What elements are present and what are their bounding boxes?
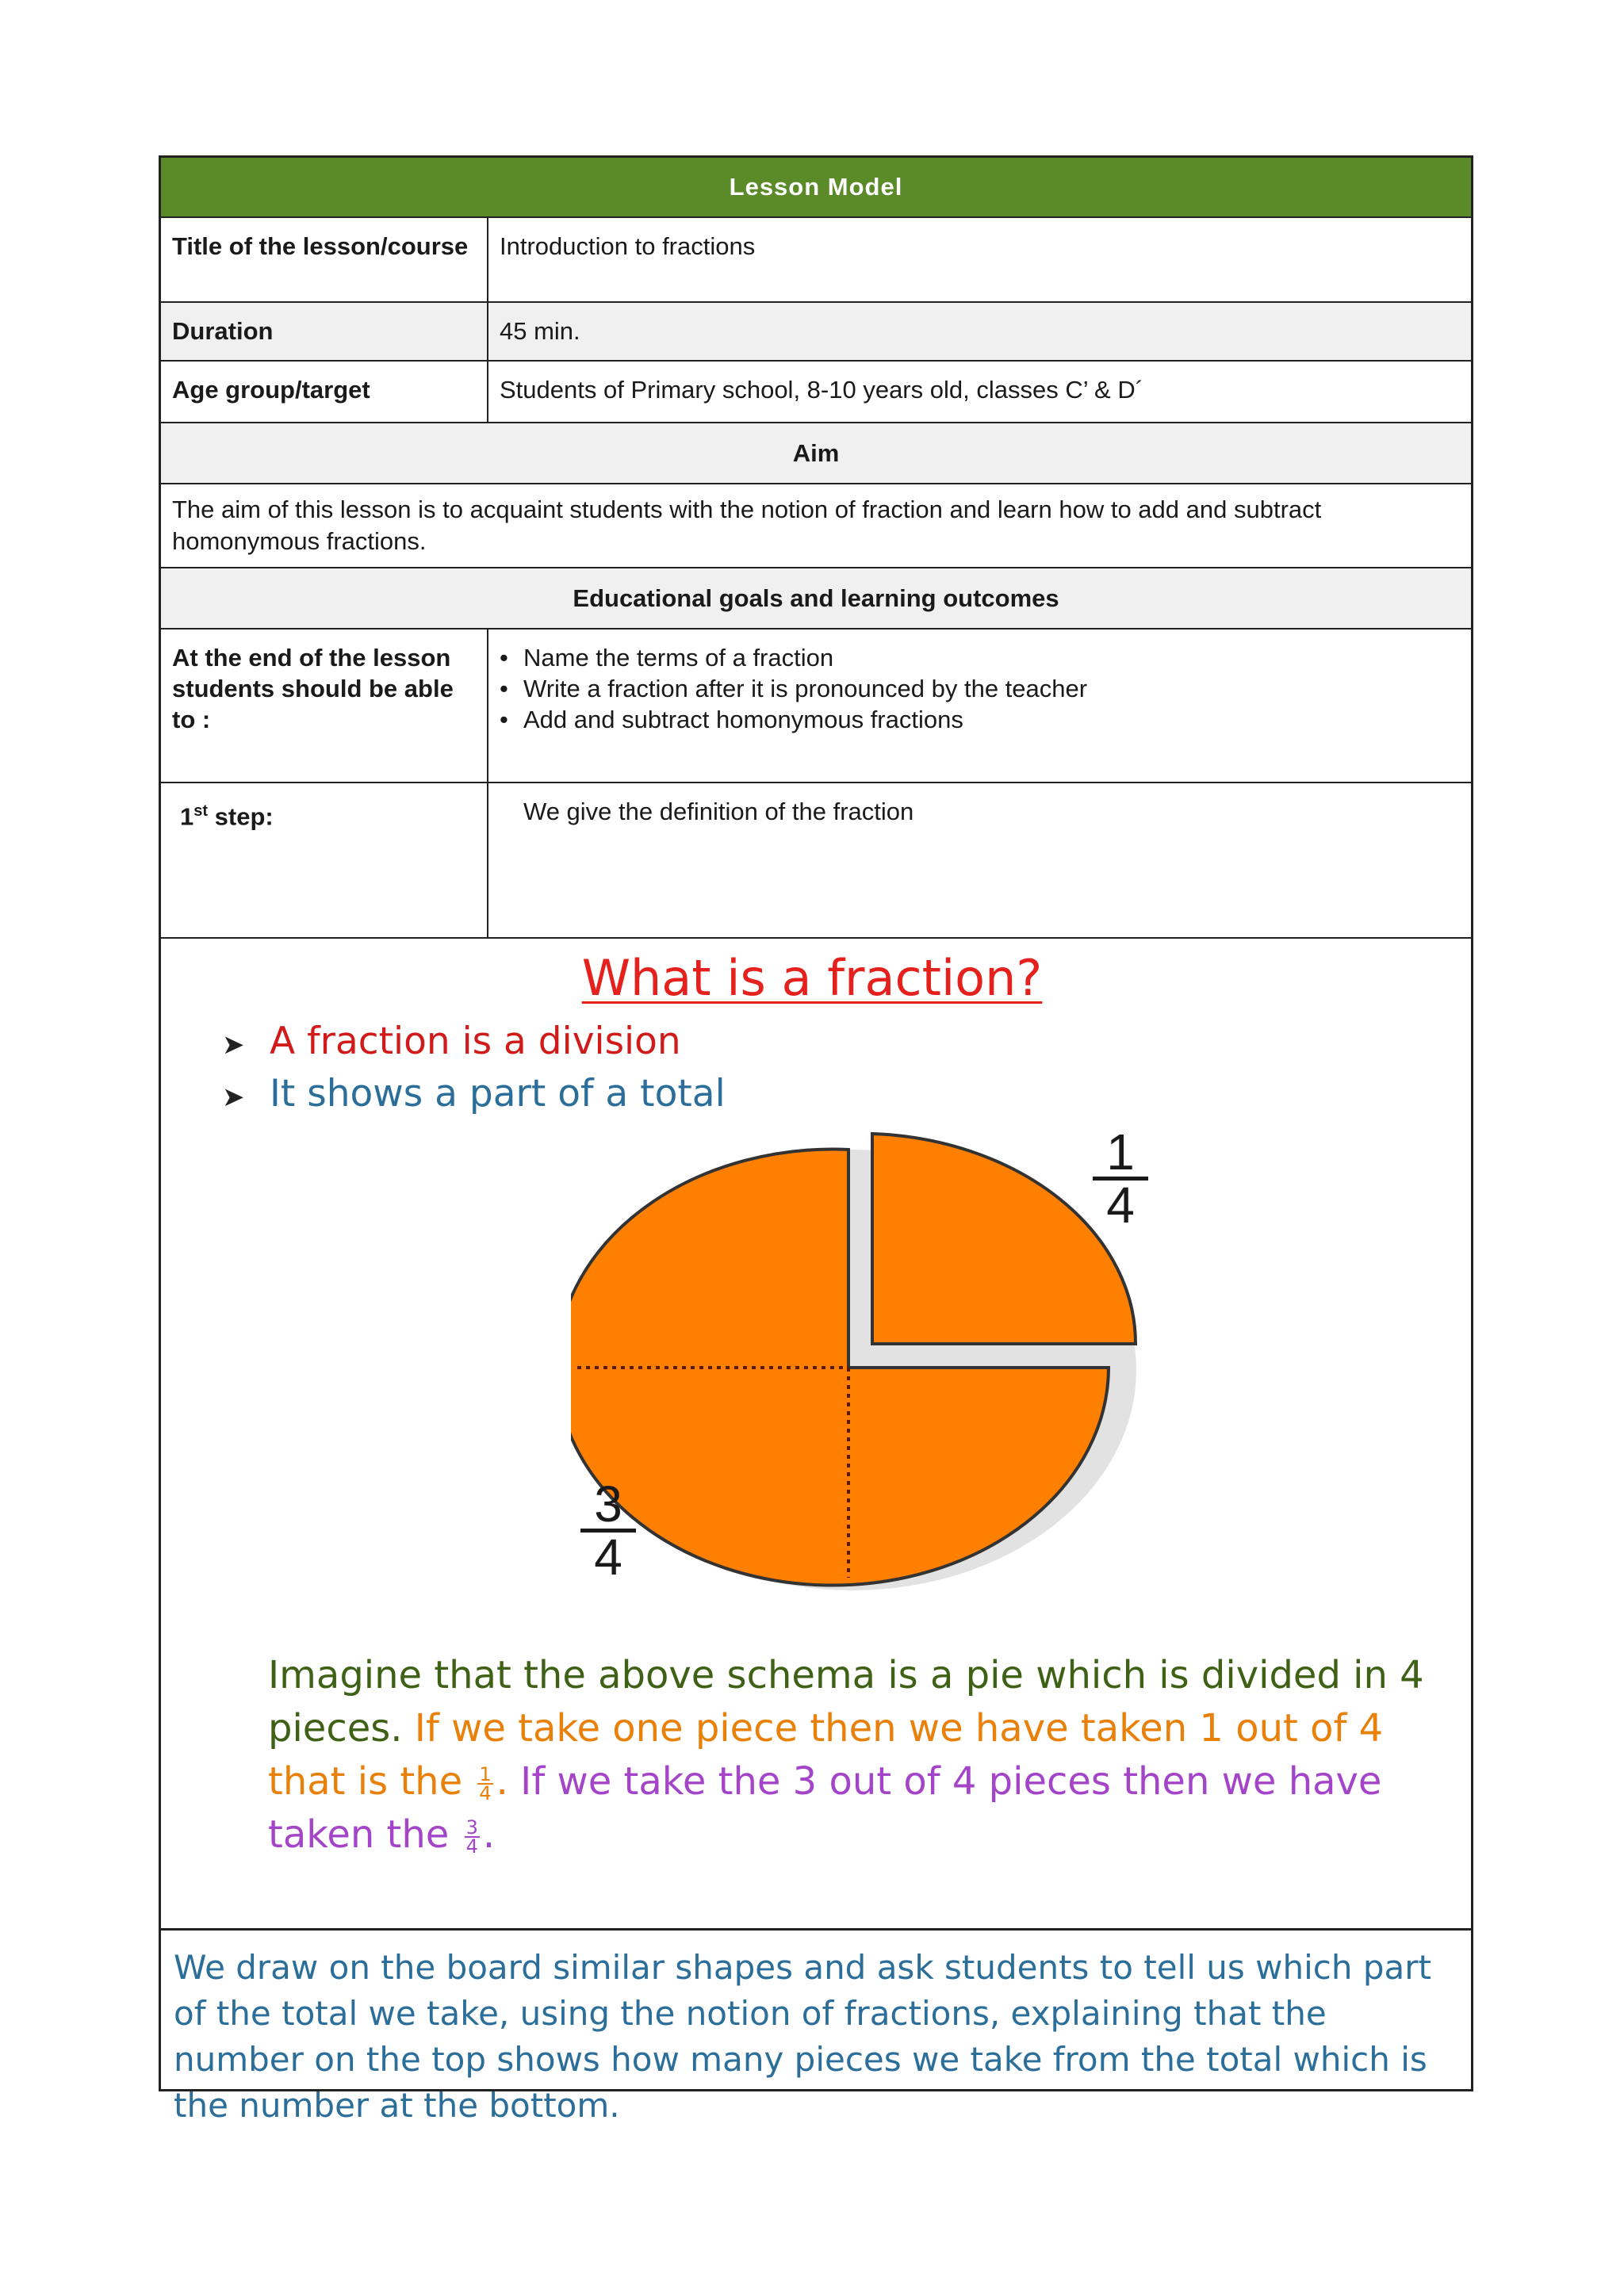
frac-num: 1 bbox=[479, 1763, 492, 1785]
slide-title: What is a fraction? bbox=[581, 949, 1043, 1007]
row-title bbox=[161, 218, 1471, 303]
goals-heading: Educational goals and learning outcomes bbox=[573, 584, 1059, 612]
goals-list-cell bbox=[488, 629, 1471, 782]
arrow-bullet-icon: ➤ bbox=[222, 1081, 245, 1113]
table-header-title: Lesson Model bbox=[729, 173, 903, 201]
row-title-value: Introduction to fractions bbox=[500, 232, 756, 260]
goals-row bbox=[161, 629, 1471, 783]
aim-text-row bbox=[161, 484, 1471, 568]
row-duration-value: 45 min. bbox=[500, 317, 580, 345]
step1-row bbox=[161, 783, 1471, 939]
goals-label: At the end of the lesson students should be able to : bbox=[161, 629, 488, 782]
frac-den: 4 bbox=[479, 1782, 492, 1804]
para-green: Imagine that the above schema is a pie which is divided in 4 pieces. bbox=[268, 1653, 1424, 1751]
fraction-one-quarter bbox=[477, 1763, 492, 1804]
goal-item: • Write a fraction after it is pronounced by the teacher bbox=[500, 673, 1460, 704]
step1-num: 1 bbox=[180, 802, 194, 831]
fraction-three-quarters bbox=[465, 1816, 480, 1858]
pie-rest-label bbox=[580, 1475, 636, 1586]
bottom-note bbox=[159, 1928, 1473, 2125]
slide-paragraph bbox=[268, 1649, 1457, 1862]
bottom-note-text: We draw on the board similar shapes and ask students to tell us which part of the total we take, using the notion of fractions, explaining that the number on the top shows how many pieces we take from the total which is the number at the bottom. bbox=[174, 1948, 1431, 2125]
row-duration bbox=[161, 303, 1471, 362]
pie-quarter-num: 1 bbox=[1093, 1127, 1148, 1181]
pie-quarter-label bbox=[1093, 1123, 1148, 1234]
row-age bbox=[161, 362, 1471, 423]
row-age-value: Students of Primary school, 8-10 years old, classes C’ & D´ bbox=[500, 376, 1144, 404]
pie-diagram bbox=[571, 1118, 1174, 1594]
row-title-label: Title of the lesson/course bbox=[161, 218, 488, 301]
frac-num: 3 bbox=[465, 1816, 478, 1839]
step1-rest: step: bbox=[208, 802, 274, 831]
goals-list bbox=[488, 642, 1460, 735]
row-duration-label: Duration bbox=[161, 303, 488, 360]
goal-item: • Add and subtract homonymous fractions bbox=[500, 704, 1460, 735]
para-purple: If we take the 3 out of 4 pieces then we have taken the bbox=[268, 1759, 1382, 1857]
frac-den: 4 bbox=[465, 1835, 478, 1858]
aim-heading: Aim bbox=[792, 439, 840, 467]
arrow-bullet-icon: ➤ bbox=[222, 1029, 245, 1061]
step1-label bbox=[161, 783, 488, 937]
para-purple-end: . bbox=[482, 1812, 496, 1857]
slide-bullet-1-text: A fraction is a division bbox=[270, 1020, 681, 1063]
aim-heading-row bbox=[161, 423, 1471, 484]
row-age-label: Age group/target bbox=[161, 362, 488, 422]
table-header bbox=[161, 158, 1471, 218]
pie-rest-den: 4 bbox=[594, 1529, 622, 1586]
pie-rest-num: 3 bbox=[580, 1479, 636, 1533]
slide-bullet-2-text: It shows a part of a total bbox=[270, 1072, 726, 1115]
step1-sup: st bbox=[193, 802, 209, 820]
goals-heading-row bbox=[161, 568, 1471, 629]
para-orange: If we take one piece then we have taken 1 out of 4 that is the bbox=[268, 1706, 1384, 1804]
goal-item: • Name the terms of a fraction bbox=[500, 642, 1460, 673]
slide-bullet-2 bbox=[222, 1072, 726, 1115]
pie-quarter-den: 4 bbox=[1106, 1177, 1135, 1234]
para-orange-end: . bbox=[496, 1759, 508, 1804]
step1-text: We give the definition of the fraction bbox=[523, 798, 914, 825]
aim-text: The aim of this lesson is to acquaint students with the notion of fraction and learn how to add and subtract homonymous fractions. bbox=[172, 496, 1322, 555]
slide-bullet-1 bbox=[222, 1020, 681, 1063]
